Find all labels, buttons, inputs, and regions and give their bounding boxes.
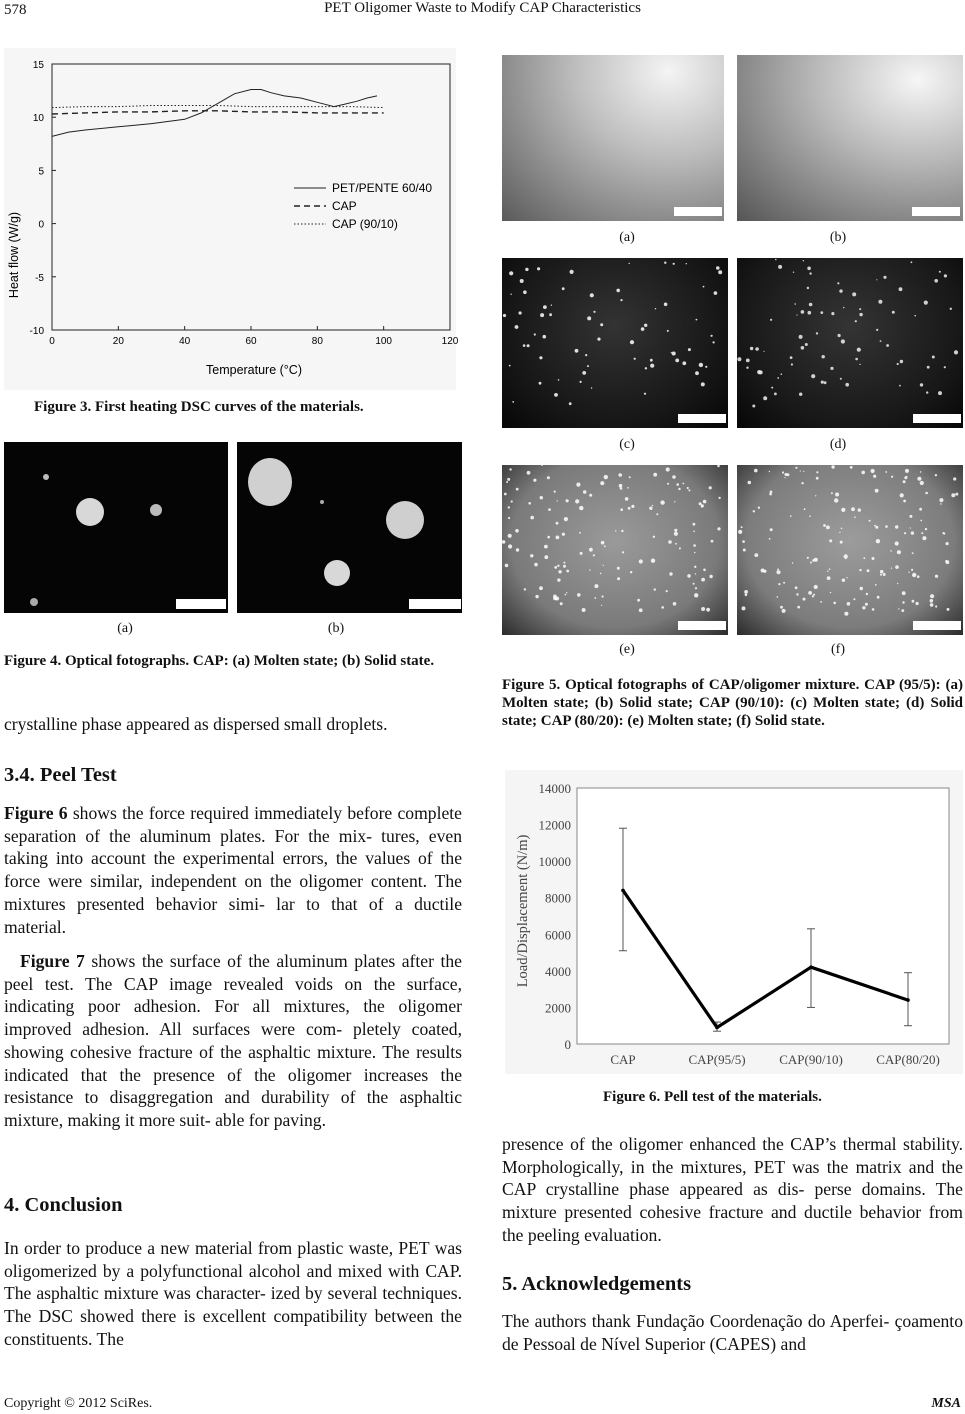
- figure6-data-point: [809, 965, 813, 969]
- figure3-x-tick-label: 40: [179, 336, 191, 347]
- figure5-label-a: (a): [619, 230, 635, 245]
- figure6-x-tick-label: CAP(90/10): [779, 1052, 843, 1067]
- figure3-legend-label: CAP: [332, 199, 357, 213]
- figure3-y-tick-label: 15: [32, 60, 44, 71]
- figure6-y-tick-label: 2000: [545, 1000, 571, 1016]
- figure5-label-f: (f): [831, 642, 845, 657]
- figure6-x-tick-label: CAP(80/20): [876, 1052, 940, 1067]
- figure3-y-tick-label: 10: [32, 113, 44, 125]
- figure5-photo-f: [737, 465, 963, 635]
- figure6-x-tick-label: CAP(95/5): [688, 1052, 746, 1067]
- paragraph-acknowledgements: The authors thank Fundação Coordenação do Aperfei- çoamento de Pessoal de Nível Superior (CAPES) and: [502, 1311, 963, 1354]
- figure6-y-tick-label: 10000: [538, 854, 571, 870]
- figure4-photo-b: [237, 442, 462, 613]
- figure5-label-d: (d): [829, 437, 847, 452]
- figure6-y-tick-label: 8000: [545, 890, 571, 906]
- figure6-y-tick-label: 0: [564, 1037, 571, 1052]
- figure6-reference: Figure 6: [4, 803, 68, 823]
- figure4-label-a: (a): [117, 621, 133, 636]
- figure3-x-tick-label: 0: [49, 336, 55, 347]
- figure6-ylabel: Load/Displacement (N/m): [515, 834, 531, 988]
- journal-abbrev: MSA: [931, 1396, 961, 1411]
- figure3-legend-label: PET/PENTE 60/40: [332, 181, 433, 195]
- figure3-x-tick-label: 60: [245, 336, 257, 347]
- paragraph-peel-1: Figure 6 shows the force required immediately before complete separation of the aluminum plates. For the mix- tures, even taking into account the experimental errors, the values of the force were similar, independent on the oligomer content. The mixtures presented behavior simi- lar to that of a ductile material.: [4, 803, 462, 937]
- figure5-photo-c: [502, 258, 728, 428]
- figure6-x-tick-label: CAP: [610, 1052, 636, 1067]
- paragraph-crystalline: crystalline phase appeared as dispersed small droplets.: [4, 714, 388, 734]
- figure5-photo-b: [737, 55, 963, 221]
- figure6-peel-chart: [505, 770, 963, 1074]
- figure6-caption: Figure 6. Pell test of the materials.: [603, 1089, 822, 1105]
- figure3-caption: Figure 3. First heating DSC curves of the materials.: [34, 399, 364, 415]
- figure6-data-point: [715, 1026, 719, 1030]
- figure4-label-b: (b): [327, 621, 345, 636]
- figure7-reference: Figure 7: [20, 951, 85, 971]
- figure5-photo-d: [737, 258, 963, 428]
- figure3-dsc-chart: [4, 48, 459, 390]
- page-number: 578: [4, 2, 27, 18]
- figure5-label-b: (b): [829, 230, 847, 245]
- figure3-y-tick-label: -5: [35, 272, 44, 284]
- figure4-caption: Figure 4. Optical fotographs. CAP: (a) Molten state; (b) Solid state.: [4, 653, 435, 669]
- copyright-notice: Copyright © 2012 SciRes.: [4, 1396, 153, 1411]
- paragraph-peel-2: Figure 7 shows the surface of the aluminum plates after the peel test. The CAP image revealed voids on the surface, indicating poor adhesion. For all mixtures, the oligomer improved adhesion. All surfaces were com- pletely coated, showing cohesive fracture of the asphaltic mixture. The results indicated that the presence of the oligomer increases the resistance to disaggregation and durability of the asphaltic mixture, making it more suit- able for paving.: [4, 951, 462, 1130]
- figure5-label-c: (c): [619, 437, 635, 452]
- figure3-x-tick-label: 80: [311, 336, 323, 347]
- figure5-photo-e: [502, 465, 728, 635]
- heading-conclusion: 4. Conclusion: [4, 1194, 123, 1216]
- running-title: PET Oligomer Waste to Modify CAP Characteristics: [324, 0, 641, 16]
- figure5-caption: Figure 5. Optical fotographs of CAP/oligomer mixture. CAP (95/5): (a) Molten state; (b) Solid state; CAP (90/10): (c) Molten state; (d) Solid state; CAP (80/20): (e) Molten state; (f) Solid state.: [502, 677, 963, 729]
- figure6-y-tick-label: 6000: [545, 927, 571, 943]
- figure3-x-tick-label: 20: [112, 336, 124, 347]
- heading-peel-test: 3.4. Peel Test: [4, 764, 117, 786]
- figure3-legend-label: CAP (90/10): [332, 217, 398, 231]
- figure3-y-tick-label: 0: [38, 219, 44, 231]
- figure6-plot-frame: [577, 788, 949, 1044]
- figure4-photo-a: [4, 442, 228, 613]
- figure3-ylabel: Heat flow (W/g): [7, 211, 21, 299]
- paragraph-summary: presence of the oligomer enhanced the CAP’s thermal stability. Morphologically, in the mixtures, PET was the matrix and the CAP crystalline phase appeared as dis- perse domains. The mixture presented cohesive fracture and ductile behavior from the peeling evaluation.: [502, 1134, 963, 1245]
- figure6-data-point: [621, 889, 625, 893]
- heading-acknowledgements: 5. Acknowledgements: [502, 1273, 692, 1295]
- figure6-y-tick-label: 12000: [538, 817, 571, 833]
- figure5-label-e: (e): [619, 642, 635, 657]
- figure3-xlabel: Temperature (°C): [206, 363, 302, 377]
- figure5-photo-a: [502, 55, 724, 221]
- figure3-y-tick-label: -10: [29, 326, 44, 337]
- figure3-y-tick-label: 5: [38, 166, 44, 178]
- figure6-data-point: [906, 998, 910, 1002]
- figure3-x-tick-label: 100: [375, 336, 393, 347]
- figure3-x-tick-label: 120: [441, 336, 459, 347]
- figure6-y-tick-label: 4000: [545, 963, 571, 979]
- paragraph-conclusion: In order to produce a new material from plastic waste, PET was oligomerized by a polyfunctional alcohol and mixed with CAP. The asphaltic mixture was character- ized by several techniques. The DSC showed there is excellent compatibility between the constituents. The: [4, 1238, 462, 1349]
- figure6-y-tick-label: 14000: [538, 781, 571, 796]
